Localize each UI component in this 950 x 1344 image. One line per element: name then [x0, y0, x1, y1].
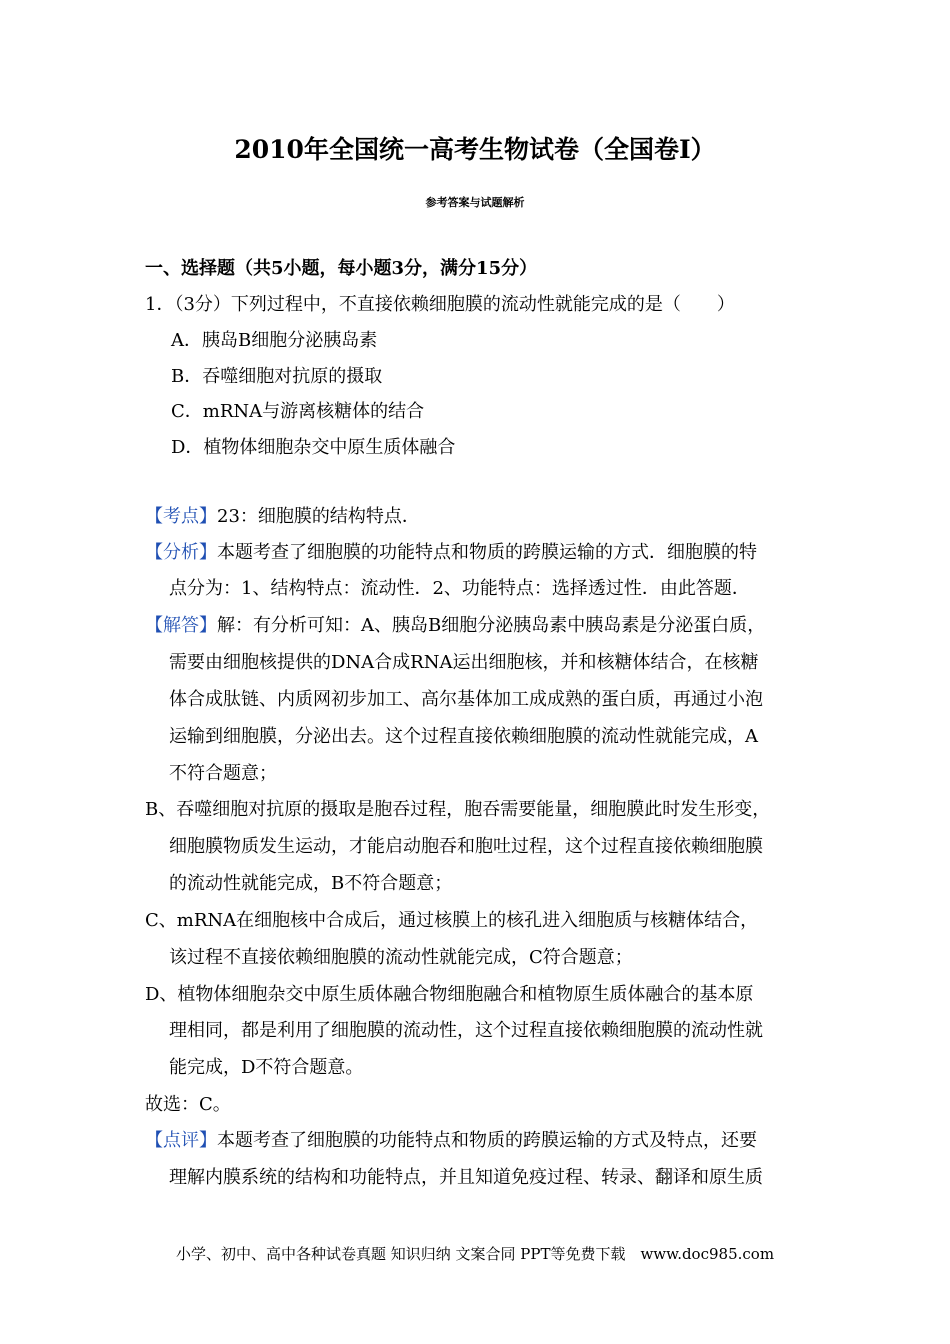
dianping-line: 本题考查了细胞膜的功能特点和物质的跨膜运输的方式及特点，还要 [217, 1130, 757, 1151]
kaodian-tag: 【考点】 [145, 506, 217, 527]
jieda-line: 不符合题意； [169, 763, 277, 784]
jieda-line: 运输到细胞膜，分泌出去。这个过程直接依赖细胞膜的流动性就能完成，A [169, 726, 758, 747]
jieda-line: 解：有分析可知：A、胰岛B细胞分泌胰岛素中胰岛素是分泌蛋白质， [217, 615, 766, 636]
answer-line: 故选：C。 [145, 1094, 231, 1115]
kaodian-text: 23：细胞膜的结构特点． [217, 506, 420, 527]
kaodian-block [145, 504, 420, 530]
para-c-line: 该过程不直接依赖细胞膜的流动性就能完成，C符合题意； [169, 947, 633, 968]
para-b-line: 细胞膜物质发生运动，才能启动胞吞和胞吐过程，这个过程直接依赖细胞膜 [169, 836, 763, 857]
fenxi-line: 本题考查了细胞膜的功能特点和物质的跨膜运输的方式．细胞膜的特 [217, 542, 757, 563]
fenxi-block [145, 540, 757, 566]
page-subtitle: 参考答案与试题解析 [425, 196, 525, 209]
option-d: D．植物体细胞杂交中原生质体融合 [171, 437, 456, 458]
jieda-tag: 【解答】 [145, 615, 217, 636]
fenxi-line: 点分为：1、结构特点：流动性．2、功能特点：选择透过性．由此答题． [169, 578, 750, 599]
footer-text: 小学、初中、高中各种试卷真题 知识归纳 文案合同 PPT等免费下载 www.doc985.com [175, 1245, 775, 1263]
para-b-line: 的流动性就能完成，B不符合题意； [169, 873, 453, 894]
para-b-line: B、吞噬细胞对抗原的摄取是胞吞过程，胞吞需要能量，细胞膜此时发生形变， [145, 799, 771, 820]
dianping-tag: 【点评】 [145, 1130, 217, 1151]
para-d-line: 能完成，D不符合题意。 [169, 1057, 364, 1078]
dianping-line: 理解内膜系统的结构和功能特点，并且知道免疫过程、转录、翻译和原生质 [169, 1167, 763, 1188]
para-d-line: 理相同，都是利用了细胞膜的流动性，这个过程直接依赖细胞膜的流动性就 [169, 1020, 763, 1041]
page-title: 2010年全国统一高考生物试卷（全国卷I） [234, 135, 716, 164]
option-b: B．吞噬细胞对抗原的摄取 [171, 366, 383, 387]
jieda-line: 体合成肽链、内质网初步加工、高尔基体加工成成熟的蛋白质，再通过小泡 [169, 689, 763, 710]
option-a: A．胰岛B细胞分泌胰岛素 [171, 330, 378, 351]
para-d-line: D、植物体细胞杂交中原生质体融合物细胞融合和植物原生质体融合的基本原 [145, 984, 754, 1005]
fenxi-tag: 【分析】 [145, 542, 217, 563]
option-c: C．mRNA与游离核糖体的结合 [171, 401, 425, 422]
para-c-line: C、mRNA在细胞核中合成后，通过核膜上的核孔进入细胞质与核糖体结合， [145, 910, 759, 931]
jieda-block [145, 613, 765, 639]
section-heading: 一、选择题（共5小题，每小题3分，满分15分） [145, 258, 538, 279]
question-stem: 1．（3分）下列过程中，不直接依赖细胞膜的流动性就能完成的是（ ） [145, 294, 735, 315]
dianping-block [145, 1128, 757, 1154]
jieda-line: 需要由细胞核提供的DNA合成RNA运出细胞核，并和核糖体结合，在核糖 [169, 652, 759, 673]
